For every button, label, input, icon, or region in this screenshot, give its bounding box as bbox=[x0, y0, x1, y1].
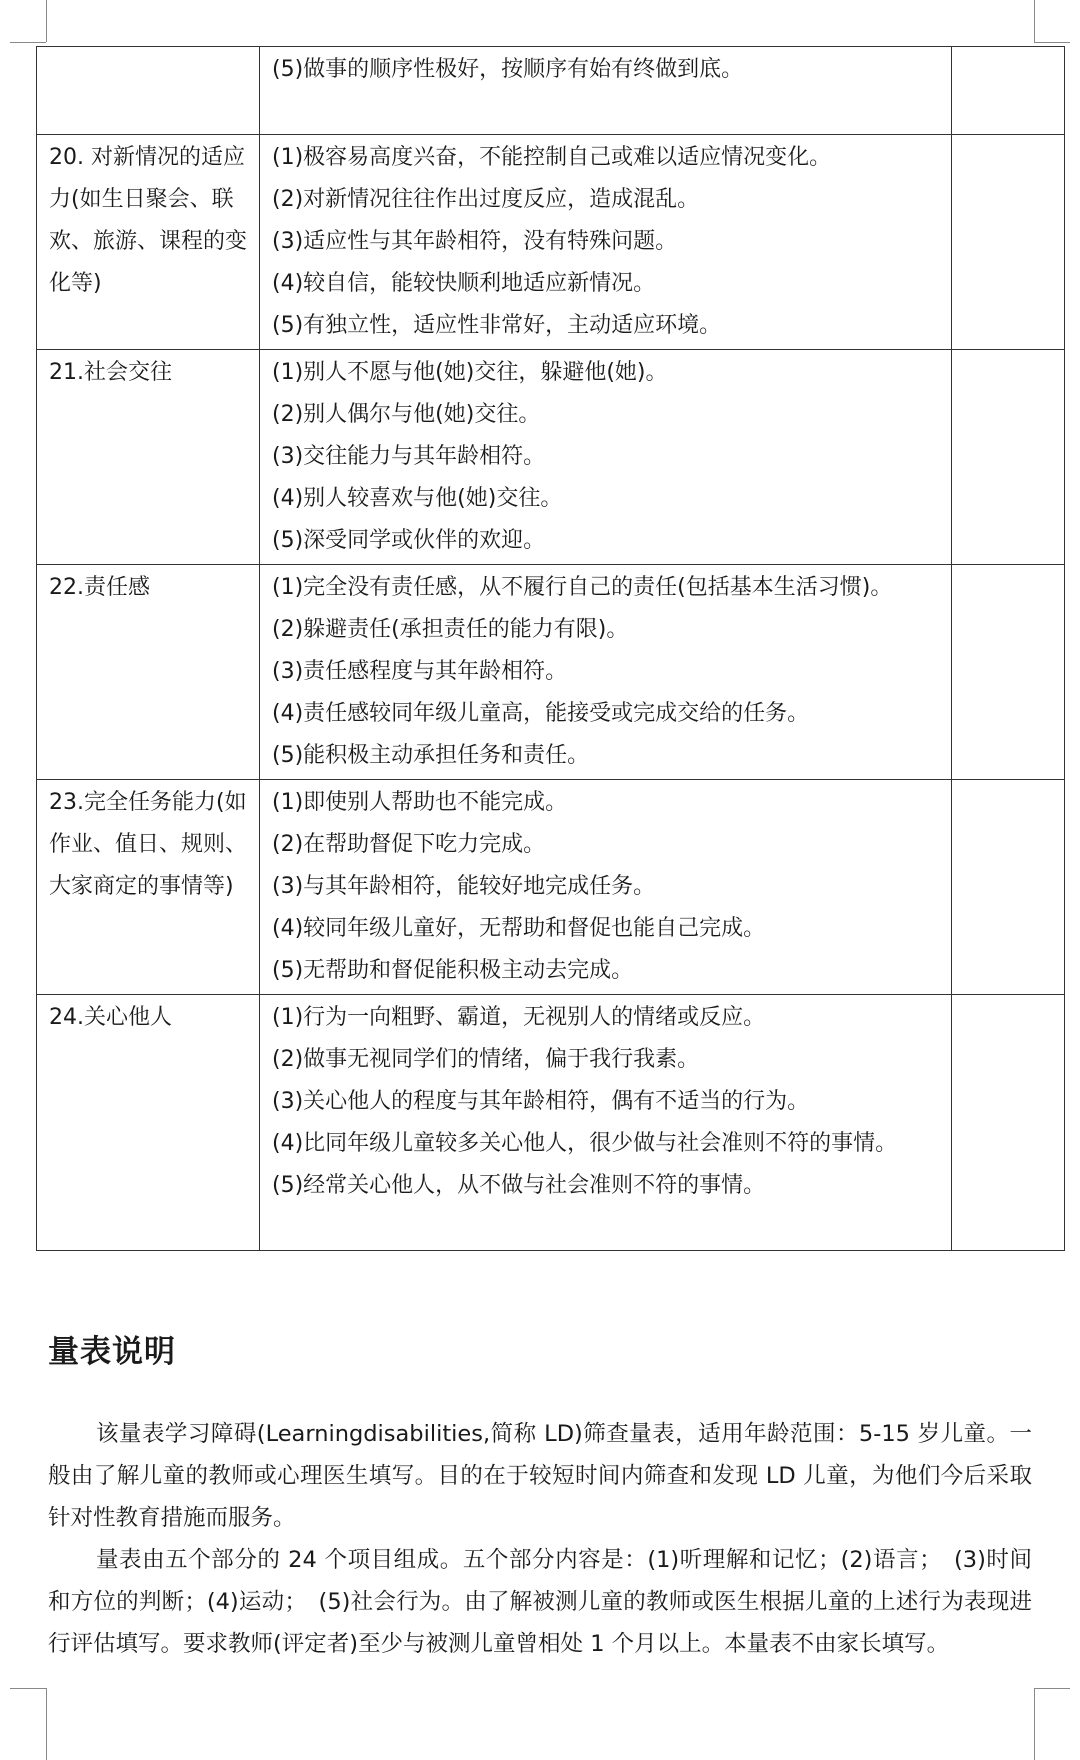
item-cell bbox=[37, 350, 260, 565]
options-cell bbox=[260, 995, 952, 1251]
option-text: (3)与其年龄相符，能较好地完成任务。 bbox=[272, 874, 656, 899]
item-cell bbox=[37, 135, 260, 350]
options-cell bbox=[260, 780, 952, 995]
item-label: 23.完全任务能力(如作业、值日、规则、大家商定的事情等) bbox=[49, 790, 248, 899]
options-cell bbox=[260, 350, 952, 565]
option-text: (5)深受同学或伙伴的欢迎。 bbox=[272, 528, 546, 553]
item-label: 21.社会交往 bbox=[49, 360, 172, 385]
option-text: (5)有独立性，适应性非常好，主动适应环境。 bbox=[272, 313, 722, 338]
score-cell bbox=[952, 135, 1065, 350]
option-text: (4)比同年级儿童较多关心他人，很少做与社会准则不符的事情。 bbox=[272, 1131, 898, 1156]
crop-mark-bottom-left-h bbox=[10, 1688, 46, 1689]
item-label: 24.关心他人 bbox=[49, 1005, 172, 1030]
crop-mark-top-right bbox=[1034, 0, 1035, 42]
crop-mark-bottom-right bbox=[1034, 1688, 1035, 1760]
option-text: (2)躲避责任(承担责任的能力有限)。 bbox=[272, 617, 629, 642]
option-text: (4)别人较喜欢与他(她)交往。 bbox=[272, 486, 563, 511]
table-row bbox=[37, 565, 1065, 780]
table-row bbox=[37, 135, 1065, 350]
option-text: (5)做事的顺序性极好，按顺序有始有终做到底。 bbox=[272, 57, 744, 82]
ld-screening-table bbox=[36, 46, 1065, 1251]
item-label: 20. 对新情况的适应力(如生日聚会、联欢、旅游、课程的变化等) bbox=[49, 145, 248, 296]
item-cell bbox=[37, 995, 260, 1251]
option-text: (3)责任感程度与其年龄相符。 bbox=[272, 659, 568, 684]
score-cell bbox=[952, 780, 1065, 995]
crop-mark-top-left-h bbox=[10, 42, 46, 43]
crop-mark-top-left bbox=[46, 0, 47, 42]
option-text: (1)行为一向粗野、霸道，无视别人的情绪或反应。 bbox=[272, 1005, 766, 1030]
options-cell bbox=[260, 47, 952, 135]
option-text: (3)适应性与其年龄相符，没有特殊问题。 bbox=[272, 229, 678, 254]
crop-mark-bottom-right-h bbox=[1034, 1688, 1070, 1689]
option-text: (2)对新情况往往作出过度反应，造成混乱。 bbox=[272, 187, 700, 212]
option-text: (5)经常关心他人，从不做与社会准则不符的事情。 bbox=[272, 1173, 766, 1198]
option-text: (3)交往能力与其年龄相符。 bbox=[272, 444, 546, 469]
crop-mark-top-right-h bbox=[1034, 42, 1070, 43]
crop-mark-bottom-left bbox=[46, 1688, 47, 1760]
option-text: (5)能积极主动承担任务和责任。 bbox=[272, 743, 590, 768]
option-text: (2)做事无视同学们的情绪，偏于我行我素。 bbox=[272, 1047, 700, 1072]
table-row bbox=[37, 780, 1065, 995]
option-text: (2)在帮助督促下吃力完成。 bbox=[272, 832, 546, 857]
option-text: (3)关心他人的程度与其年龄相符，偶有不适当的行为。 bbox=[272, 1089, 810, 1114]
item-cell bbox=[37, 780, 260, 995]
item-cell bbox=[37, 565, 260, 780]
table-row bbox=[37, 995, 1065, 1251]
option-text: (1)极容易高度兴奋，不能控制自己或难以适应情况变化。 bbox=[272, 145, 832, 170]
item-label: 22.责任感 bbox=[49, 575, 150, 600]
option-text: (4)较自信，能较快顺利地适应新情况。 bbox=[272, 271, 656, 296]
option-text: (1)别人不愿与他(她)交往，躲避他(她)。 bbox=[272, 360, 668, 385]
option-text: (4)较同年级儿童好，无帮助和督促也能自己完成。 bbox=[272, 916, 766, 941]
option-text: (5)无帮助和督促能积极主动去完成。 bbox=[272, 958, 634, 983]
options-cell bbox=[260, 565, 952, 780]
option-text: (4)责任感较同年级儿童高，能接受或完成交给的任务。 bbox=[272, 701, 810, 726]
option-text: (2)别人偶尔与他(她)交往。 bbox=[272, 402, 541, 427]
options-cell bbox=[260, 135, 952, 350]
option-text: (1)完全没有责任感，从不履行自己的责任(包括基本生活习惯)。 bbox=[272, 575, 893, 600]
score-cell bbox=[952, 995, 1065, 1251]
table-row bbox=[37, 350, 1065, 565]
table-row bbox=[37, 47, 1065, 135]
score-cell bbox=[952, 47, 1065, 135]
notes-paragraph-1: 该量表学习障碍(Learningdisabilities,简称 LD)筛查量表，适用年龄范围：5-15 岁儿童。一般由了解儿童的教师或心理医生填写。目的在于较短时间内筛查和发现 LD 儿童，为他们今后采取针对性教育措施而服务。 bbox=[48, 1420, 1032, 1531]
score-cell bbox=[952, 565, 1065, 780]
score-cell bbox=[952, 350, 1065, 565]
section-title: 量表说明 bbox=[48, 1334, 176, 1370]
item-cell bbox=[37, 47, 260, 135]
notes-paragraph-2: 量表由五个部分的 24 个项目组成。五个部分内容是：(1)听理解和记忆；(2)语言； (3)时间和方位的判断；(4)运动； (5)社会行为。由了解被测儿童的教师或医生根据儿童的上述行为表现进行评估填写。要求教师(评定者)至少与被测儿童曾相处 1 个月以上。本量表不由家长填写。 bbox=[48, 1546, 1032, 1657]
option-text: (1)即使别人帮助也不能完成。 bbox=[272, 790, 568, 815]
